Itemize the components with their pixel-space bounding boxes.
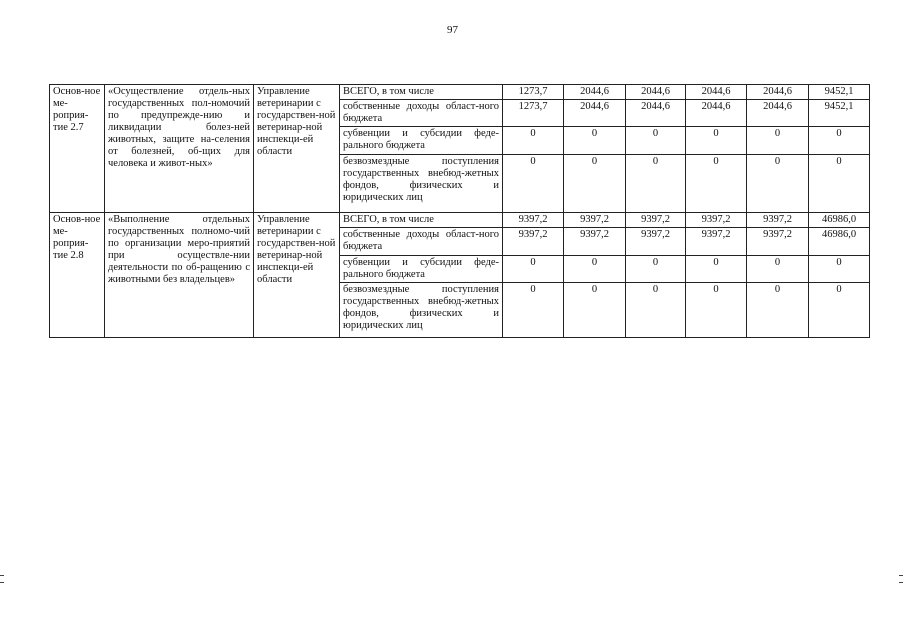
measure-name-cell: «Осуществление отдель-ных государственных пол-номочий по предупрежде-нию и ликвидации болез-ней животных, защите на-селения от болезней, об-щих для человека и живот-ных» [105,85,254,213]
value-cell: 2044,6 [626,100,686,127]
value-cell: 9397,2 [564,213,626,228]
value-cell: 0 [503,283,564,338]
value-cell: 9397,2 [686,228,747,256]
value-cell: 9397,2 [564,228,626,256]
total-cell: 0 [809,127,870,155]
funding-source-cell: субвенции и субсидии феде-рального бюджета [340,256,503,283]
total-cell: 46986,0 [809,228,870,256]
funding-source-cell: ВСЕГО, в том числе [340,213,503,228]
budget-table [49,84,870,338]
total-cell: 46986,0 [809,213,870,228]
table-row [50,213,870,228]
funding-source-cell: безвозмездные поступления государственных внебюд-жетных фондов, физических и юридических лиц [340,283,503,338]
value-cell: 0 [747,155,809,213]
value-cell: 9397,2 [503,213,564,228]
left-margin-mark [0,582,4,583]
value-cell: 1273,7 [503,85,564,100]
total-cell: 0 [809,256,870,283]
value-cell: 0 [686,283,747,338]
value-cell: 9397,2 [626,228,686,256]
value-cell: 2044,6 [747,100,809,127]
value-cell: 2044,6 [686,100,747,127]
measure-code-cell: Основ-ное ме-роприя-тие 2.8 [50,213,105,338]
left-margin-mark [0,575,4,576]
value-cell: 0 [686,127,747,155]
value-cell: 0 [503,256,564,283]
value-cell: 0 [626,155,686,213]
value-cell: 1273,7 [503,100,564,127]
right-margin-mark [899,575,903,576]
value-cell: 0 [747,283,809,338]
total-cell: 0 [809,283,870,338]
executor-cell: Управление ветеринарии с государствен-ной ветеринар-ной инспекци-ей области [254,85,340,213]
value-cell: 0 [686,256,747,283]
value-cell: 0 [564,127,626,155]
value-cell: 0 [626,256,686,283]
funding-source-cell: собственные доходы област-ного бюджета [340,100,503,127]
total-cell: 9452,1 [809,85,870,100]
value-cell: 2044,6 [564,85,626,100]
table-row [50,85,870,100]
measure-code-cell: Основ-ное ме-роприя-тие 2.7 [50,85,105,213]
value-cell: 0 [747,127,809,155]
value-cell: 9397,2 [747,228,809,256]
value-cell: 0 [686,155,747,213]
right-margin-mark [899,582,903,583]
value-cell: 0 [747,256,809,283]
value-cell: 2044,6 [686,85,747,100]
value-cell: 2044,6 [747,85,809,100]
value-cell: 2044,6 [626,85,686,100]
value-cell: 0 [626,127,686,155]
total-cell: 9452,1 [809,100,870,127]
value-cell: 0 [564,155,626,213]
value-cell: 9397,2 [747,213,809,228]
funding-source-cell: безвозмездные поступления государственных внебюд-жетных фондов, физических и юридических лиц [340,155,503,213]
funding-source-cell: собственные доходы област-ного бюджета [340,228,503,256]
funding-source-cell: субвенции и субсидии феде-рального бюджета [340,127,503,155]
value-cell: 0 [503,155,564,213]
value-cell: 9397,2 [626,213,686,228]
value-cell: 0 [503,127,564,155]
value-cell: 9397,2 [503,228,564,256]
measure-name-cell: «Выполнение отдельных государственных полномо-чий по организации меро-приятий при осуществле-нии деятельности по об-ращению с животными без владельцев» [105,213,254,338]
value-cell: 0 [626,283,686,338]
total-cell: 0 [809,155,870,213]
value-cell: 0 [564,283,626,338]
value-cell: 2044,6 [564,100,626,127]
funding-source-cell: ВСЕГО, в том числе [340,85,503,100]
executor-cell: Управление ветеринарии с государствен-ной ветеринар-ной инспекци-ей области [254,213,340,338]
value-cell: 0 [564,256,626,283]
value-cell: 9397,2 [686,213,747,228]
page-number: 97 [447,24,458,36]
